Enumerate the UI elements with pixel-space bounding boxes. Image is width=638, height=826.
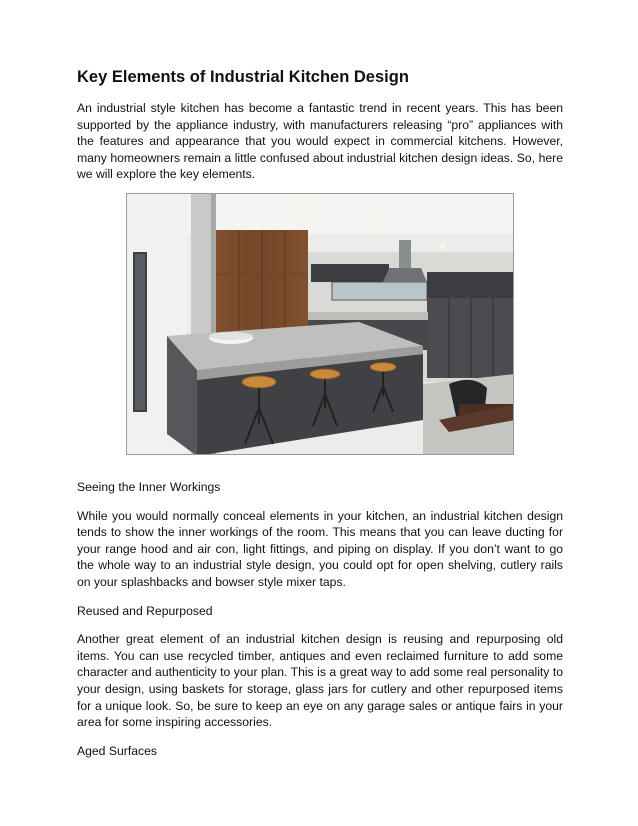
section-body-reused: Another great element of an industrial kitchen design is reusing and repurposing old items. You can use recycled timber, antiques and even reclaimed furniture to add some character and authenticity to your plan. This is a great way to add some real personality to your design, using baskets for storage, glass jars for cutlery and other repurposed items for a unique look. So, be sure to keep an eye on any garage sales or antique fairs in your area for some inspiring accessories. [77,632,563,730]
section-body-inner-workings: While you would normally conceal elements in your kitchen, an industrial kitchen design tends to show the inner workings of the room. This means that you can leave ducting for your range hood and air con, light fittings, and piping on display. If you don’t want to go the whole way to an industrial style design, you could opt for open shelving, cutlery rails on your splashbacks and bowser style mixer taps. [77,508,563,589]
article-title: Key Elements of Industrial Kitchen Design [77,68,409,86]
section-heading-inner-workings: Seeing the Inner Workings [77,479,221,494]
section-heading-reused: Reused and Repurposed [77,603,213,618]
intro-paragraph: An industrial style kitchen has become a fantastic trend in recent years. This has been supported by the appliance industry, with manufacturers releasing “pro” appliances with the features and appearance that you would expect in commercial kitchens. However, many homeowners remain a little confused about industrial kitchen design ideas. So, here we will explore the key elements. [77,101,563,182]
document-page [77,66,563,759]
kitchen-photo [126,193,514,455]
section-heading-aged-surfaces: Aged Surfaces [77,743,157,758]
